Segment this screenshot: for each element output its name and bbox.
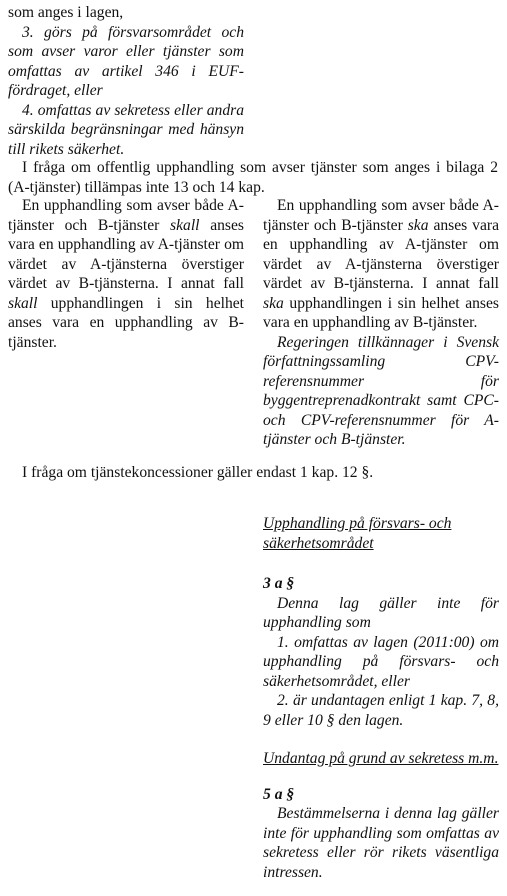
- text-run: anses vara en upphandling av A-tjänster om värdet av A-tjänsterna överstiger värdet av B-tjänsterna. I annat fall: [263, 216, 499, 292]
- text-run: En upphandling som avser både A-tjänster och B-tjänster: [8, 197, 244, 234]
- regeringen-paragraph: Regeringen tillkännager i Svensk författningssamling CPV-referensnummer för byggentreprenadkontrakt samt CPC- och CPV-referensnummer för A-tjänster och B-tjänster.: [263, 333, 499, 448]
- section-5a-number: 5 a §: [263, 785, 295, 803]
- a-tjanster-paragraph: I fråga om offentlig upphandling som avser tjänster som anges i bilaga 2 (A-tjänster) tillämpas inte 13 och 14 kap.: [8, 159, 498, 196]
- koncession-paragraph: I fråga om tjänstekoncessioner gäller endast 1 kap. 12 §.: [22, 464, 374, 481]
- section-5a: [263, 749, 499, 882]
- text-run: anses vara en upphandling av A-tjänster om värdet av A-tjänsterna överstiger värdet av B-tjänsterna. I annat fall: [8, 216, 244, 292]
- list-item-4: 4. omfattas av sekretess eller andra särskilda begränsningar med hänsyn till rikets säkerhet.: [8, 101, 244, 158]
- section-3a-intro: Denna lag gäller inte för upphandling som: [263, 594, 499, 631]
- koncession-paragraph-block: [8, 463, 498, 483]
- a-tjanster-paragraph-block: [8, 158, 498, 197]
- left-column-old-text: [8, 196, 244, 352]
- emphasis-ska-1: ska: [407, 216, 429, 234]
- continuation-line: som anges i lagen,: [8, 4, 124, 21]
- section-5a-text: Bestämmelserna i denna lag gäller inte för upphandling som omfattas av sekretess eller rör rikets väsentliga intressen.: [263, 805, 499, 881]
- text-run: upphandlingen i sin helhet anses vara en upphandling av B-tjänster.: [263, 294, 499, 331]
- left-mixed-services-paragraph: [8, 196, 244, 352]
- list-item-3: 3. görs på försvarsområdet och som avser varor eller tjänster som omfattas av artikel 346 i EUF-fördraget, eller: [8, 23, 244, 99]
- section-5a-heading: Undantag på grund av sekretess m.m.: [263, 750, 499, 767]
- section-3a-number: 3 a §: [263, 575, 295, 592]
- emphasis-skall-2: skall: [8, 294, 38, 312]
- emphasis-skall-1: skall: [170, 216, 200, 234]
- text-run: upphandlingen i sin helhet anses vara en upphandling av B-tjänster.: [8, 294, 244, 351]
- right-column-new-text: [263, 196, 499, 450]
- section-3a: [263, 514, 499, 730]
- section-3a-item-2: 2. är undantagen enligt 1 kap. 7, 8, 9 eller 10 § den lagen.: [263, 692, 499, 729]
- section-3a-item-1: 1. omfattas av lagen (2011:00) om upphandling på försvars- och säkerhetsområdet, eller: [263, 633, 499, 690]
- top-left-block: [8, 3, 244, 159]
- section-3a-heading: Upphandling på försvars- och säkerhetsområdet: [263, 515, 452, 552]
- text-run: En upphandling som avser både A-tjänster och B-tjänster: [263, 197, 499, 234]
- emphasis-ska-2: ska: [263, 294, 284, 312]
- right-mixed-services-paragraph: [263, 196, 499, 333]
